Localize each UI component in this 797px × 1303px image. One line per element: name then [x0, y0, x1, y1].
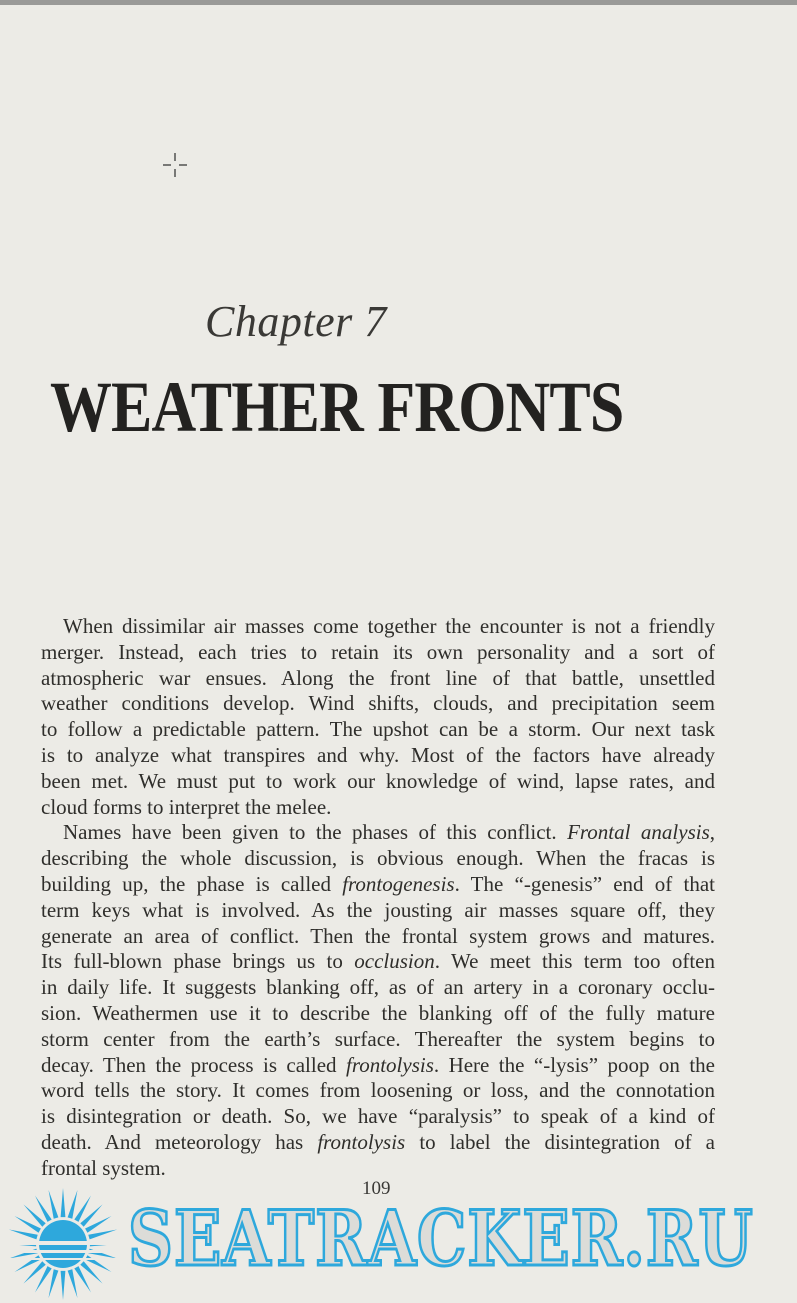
sun-icon [0, 1186, 126, 1302]
text-line: term keys what is involved. As the jousting air masses square off, they [41, 897, 715, 922]
text-line: storm center from the earth’s surface. Thereafter the system begins to [41, 1026, 715, 1051]
text-line: is to analyze what transpires and why. Most of the factors have already [41, 742, 715, 767]
text-line: death. And meteorology has frontolysis to label the disintegration of a [41, 1129, 716, 1154]
crosshair-cursor-icon [162, 152, 188, 178]
chapter-title: WEATHER FRONTS [50, 367, 624, 447]
watermark-text: SEATRACKER.RU [128, 1194, 754, 1283]
text-line: in daily life. It suggests blanking off, as of an artery in a coronary occlu- [41, 975, 715, 1000]
text-line: building up, the phase is called frontogenesis. The “-genesis” end of that [41, 871, 715, 896]
paragraph [41, 820, 715, 1181]
text-line: When dissimilar air masses come together the encounter is not a friendly [63, 614, 715, 638]
text-line: weather conditions develop. Wind shifts, clouds, and precipitation seem [41, 691, 715, 716]
chapter-number: Chapter 7 [205, 297, 387, 346]
body-text [41, 614, 715, 1182]
text-line: Names have been given to the phases of this conflict. Frontal analysis, [63, 820, 715, 845]
top-edge-rule [0, 0, 797, 5]
text-line: sion. Weathermen use it to describe the blanking off of the fully mature [41, 1000, 715, 1025]
page-number: 109 [362, 1178, 391, 1199]
text-line: decay. Then the process is called frontolysis. Here the “-lysis” poop on the [41, 1052, 715, 1077]
text-line: frontal system. [41, 1155, 166, 1180]
paragraph [41, 614, 715, 820]
text-line: Its full-blown phase brings us to occlusion. We meet this term too often [41, 949, 715, 974]
text-line: generate an area of conflict. Then the frontal system grows and matures. [41, 923, 715, 948]
text-line: word tells the story. It comes from loosening or loss, and the connotation [41, 1078, 715, 1103]
text-line: describing the whole discussion, is obvious enough. When the fracas is [41, 846, 715, 871]
text-line: is disintegration or death. So, we have “paralysis” to speak of a kind of [41, 1104, 715, 1129]
text-line: cloud forms to interpret the melee. [41, 794, 332, 819]
text-line: merger. Instead, each tries to retain its own personality and a sort of [41, 639, 715, 664]
text-line: to follow a predictable pattern. The upshot can be a storm. Our next task [41, 717, 715, 742]
text-line: been met. We must put to work our knowledge of wind, lapse rates, and [41, 768, 715, 793]
text-line: atmospheric war ensues. Along the front line of that battle, unsettled [41, 665, 715, 690]
watermark [0, 1183, 797, 1303]
